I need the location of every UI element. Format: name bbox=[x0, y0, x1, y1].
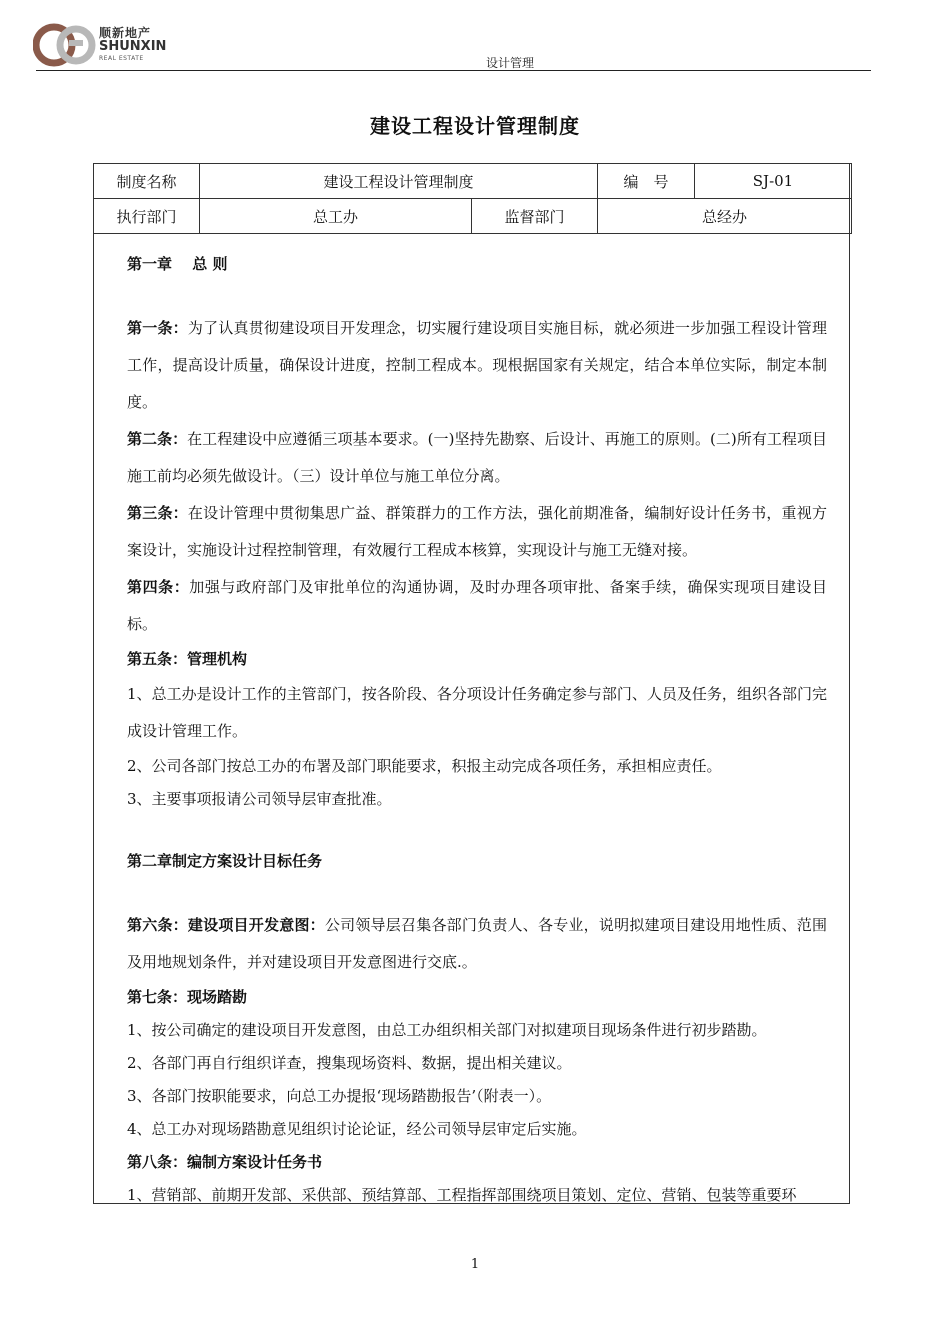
article-text: 为了认真贯彻建设项目开发理念，切实履行建设项目实施目标，就必须进一步加强工程设计管理工作，提高设计质量，确保设计进度，控制工程成本。现根据国家有关规定，结合本单位实际，制定本制度。 bbox=[127, 319, 827, 411]
list-item: 1、按公司确定的建设项目开发意图，由总工办组织相关部门对拟建项目现场条件进行初步踏勘。 bbox=[127, 1021, 767, 1039]
chapter-heading bbox=[127, 248, 827, 281]
document-body bbox=[127, 248, 827, 1212]
article-text: 在工程建设中应遵循三项基本要求。(一)坚持先勘察、后设计、再施工的原则。(二)所有工程项目施工前均必须先做设计。（三）设计单位与施工单位分离。 bbox=[127, 430, 827, 485]
article-text: 公司领导层召集各部门负责人、各专业，说明拟建项目建设用地性质、范围及用地规划条件，并对建设项目开发意图进行交底.。 bbox=[127, 916, 827, 971]
document-title: 建设工程设计管理制度 bbox=[370, 114, 580, 138]
executing-dept-value: 总工办 bbox=[200, 199, 472, 234]
supervising-dept-label: 监督部门 bbox=[472, 199, 598, 234]
regulation-info-table bbox=[93, 163, 852, 234]
list-item: 1、营销部、前期开发部、采供部、预结算部、工程指挥部围绕项目策划、定位、营销、包装等重要环 bbox=[127, 1186, 797, 1204]
article-heading: 第八条：编制方案设计任务书 bbox=[127, 1153, 323, 1171]
regulation-name-label: 制度名称 bbox=[94, 164, 200, 199]
article-label: 第六条：建设项目开发意图： bbox=[127, 916, 325, 934]
article-6 bbox=[127, 907, 827, 981]
article-4 bbox=[127, 569, 827, 643]
list-item: 1、总工办是设计工作的主管部门，按各阶段、各分项设计任务确定参与部门、人员及任务，组织各部门完成设计管理工作。 bbox=[127, 685, 827, 740]
company-logo bbox=[33, 22, 173, 68]
executing-dept-label: 执行部门 bbox=[94, 199, 200, 234]
logo-chinese-name: 顺新地产 bbox=[99, 26, 152, 40]
list-item: 3、主要事项报请公司领导层审查批准。 bbox=[127, 790, 392, 808]
article-1 bbox=[127, 310, 827, 421]
header-divider bbox=[36, 70, 871, 71]
header-section-title: 设计管理 bbox=[486, 56, 535, 70]
chapter-2-heading: 第二章制定方案设计目标任务 bbox=[127, 852, 323, 870]
article-label: 第四条： bbox=[127, 578, 190, 596]
list-item: 3、各部门按职能要求，向总工办提报‘现场踏勘报告’（附表一）。 bbox=[127, 1087, 552, 1105]
article-label: 第一条： bbox=[127, 319, 188, 337]
list-item: 4、总工办对现场踏勘意见组织讨论论证，经公司领导层审定后实施。 bbox=[127, 1120, 587, 1138]
code-value: SJ-01 bbox=[695, 164, 852, 199]
supervising-dept-value: 总经办 bbox=[598, 199, 852, 234]
code-label: 编 号 bbox=[598, 164, 695, 199]
list-item: 2、各部门再自行组织详查，搜集现场资料、数据，提出相关建议。 bbox=[127, 1054, 572, 1072]
article-heading: 第五条：管理机构 bbox=[127, 650, 248, 668]
logo-subtitle: REAL ESTATE bbox=[99, 55, 144, 62]
article-text: 在设计管理中贯彻集思广益、群策群力的工作方法，强化前期准备，编制好设计任务书，重视方案设计，实施设计过程控制管理，有效履行工程成本核算，实现设计与施工无缝对接。 bbox=[127, 504, 827, 559]
article-heading: 第七条：现场踏勘 bbox=[127, 988, 248, 1006]
article-3 bbox=[127, 495, 827, 569]
article-label: 第三条： bbox=[127, 504, 188, 522]
list-item: 2、公司各部门按总工办的布署及部门职能要求，积报主动完成各项任务，承担相应责任。 bbox=[127, 757, 722, 775]
table-row bbox=[94, 199, 852, 234]
table-row bbox=[94, 164, 852, 199]
page-number: 1 bbox=[470, 1257, 480, 1272]
regulation-name-value: 建设工程设计管理制度 bbox=[200, 164, 598, 199]
article-5-heading bbox=[127, 643, 827, 676]
article-label: 第二条： bbox=[127, 430, 188, 448]
article-2 bbox=[127, 421, 827, 495]
chapter-1-heading: 第一章 总 则 bbox=[127, 255, 228, 273]
article-text: 加强与政府部门及审批单位的沟通协调，及时办理各项审批、备案手续，确保实现项目建设目标。 bbox=[127, 578, 827, 633]
article-7-heading bbox=[127, 981, 827, 1014]
logo-english-name: SHUNXIN bbox=[99, 39, 167, 54]
article-8-heading bbox=[127, 1146, 827, 1179]
shunxin-logo-mark-icon bbox=[33, 22, 97, 68]
chapter-heading bbox=[127, 845, 827, 878]
